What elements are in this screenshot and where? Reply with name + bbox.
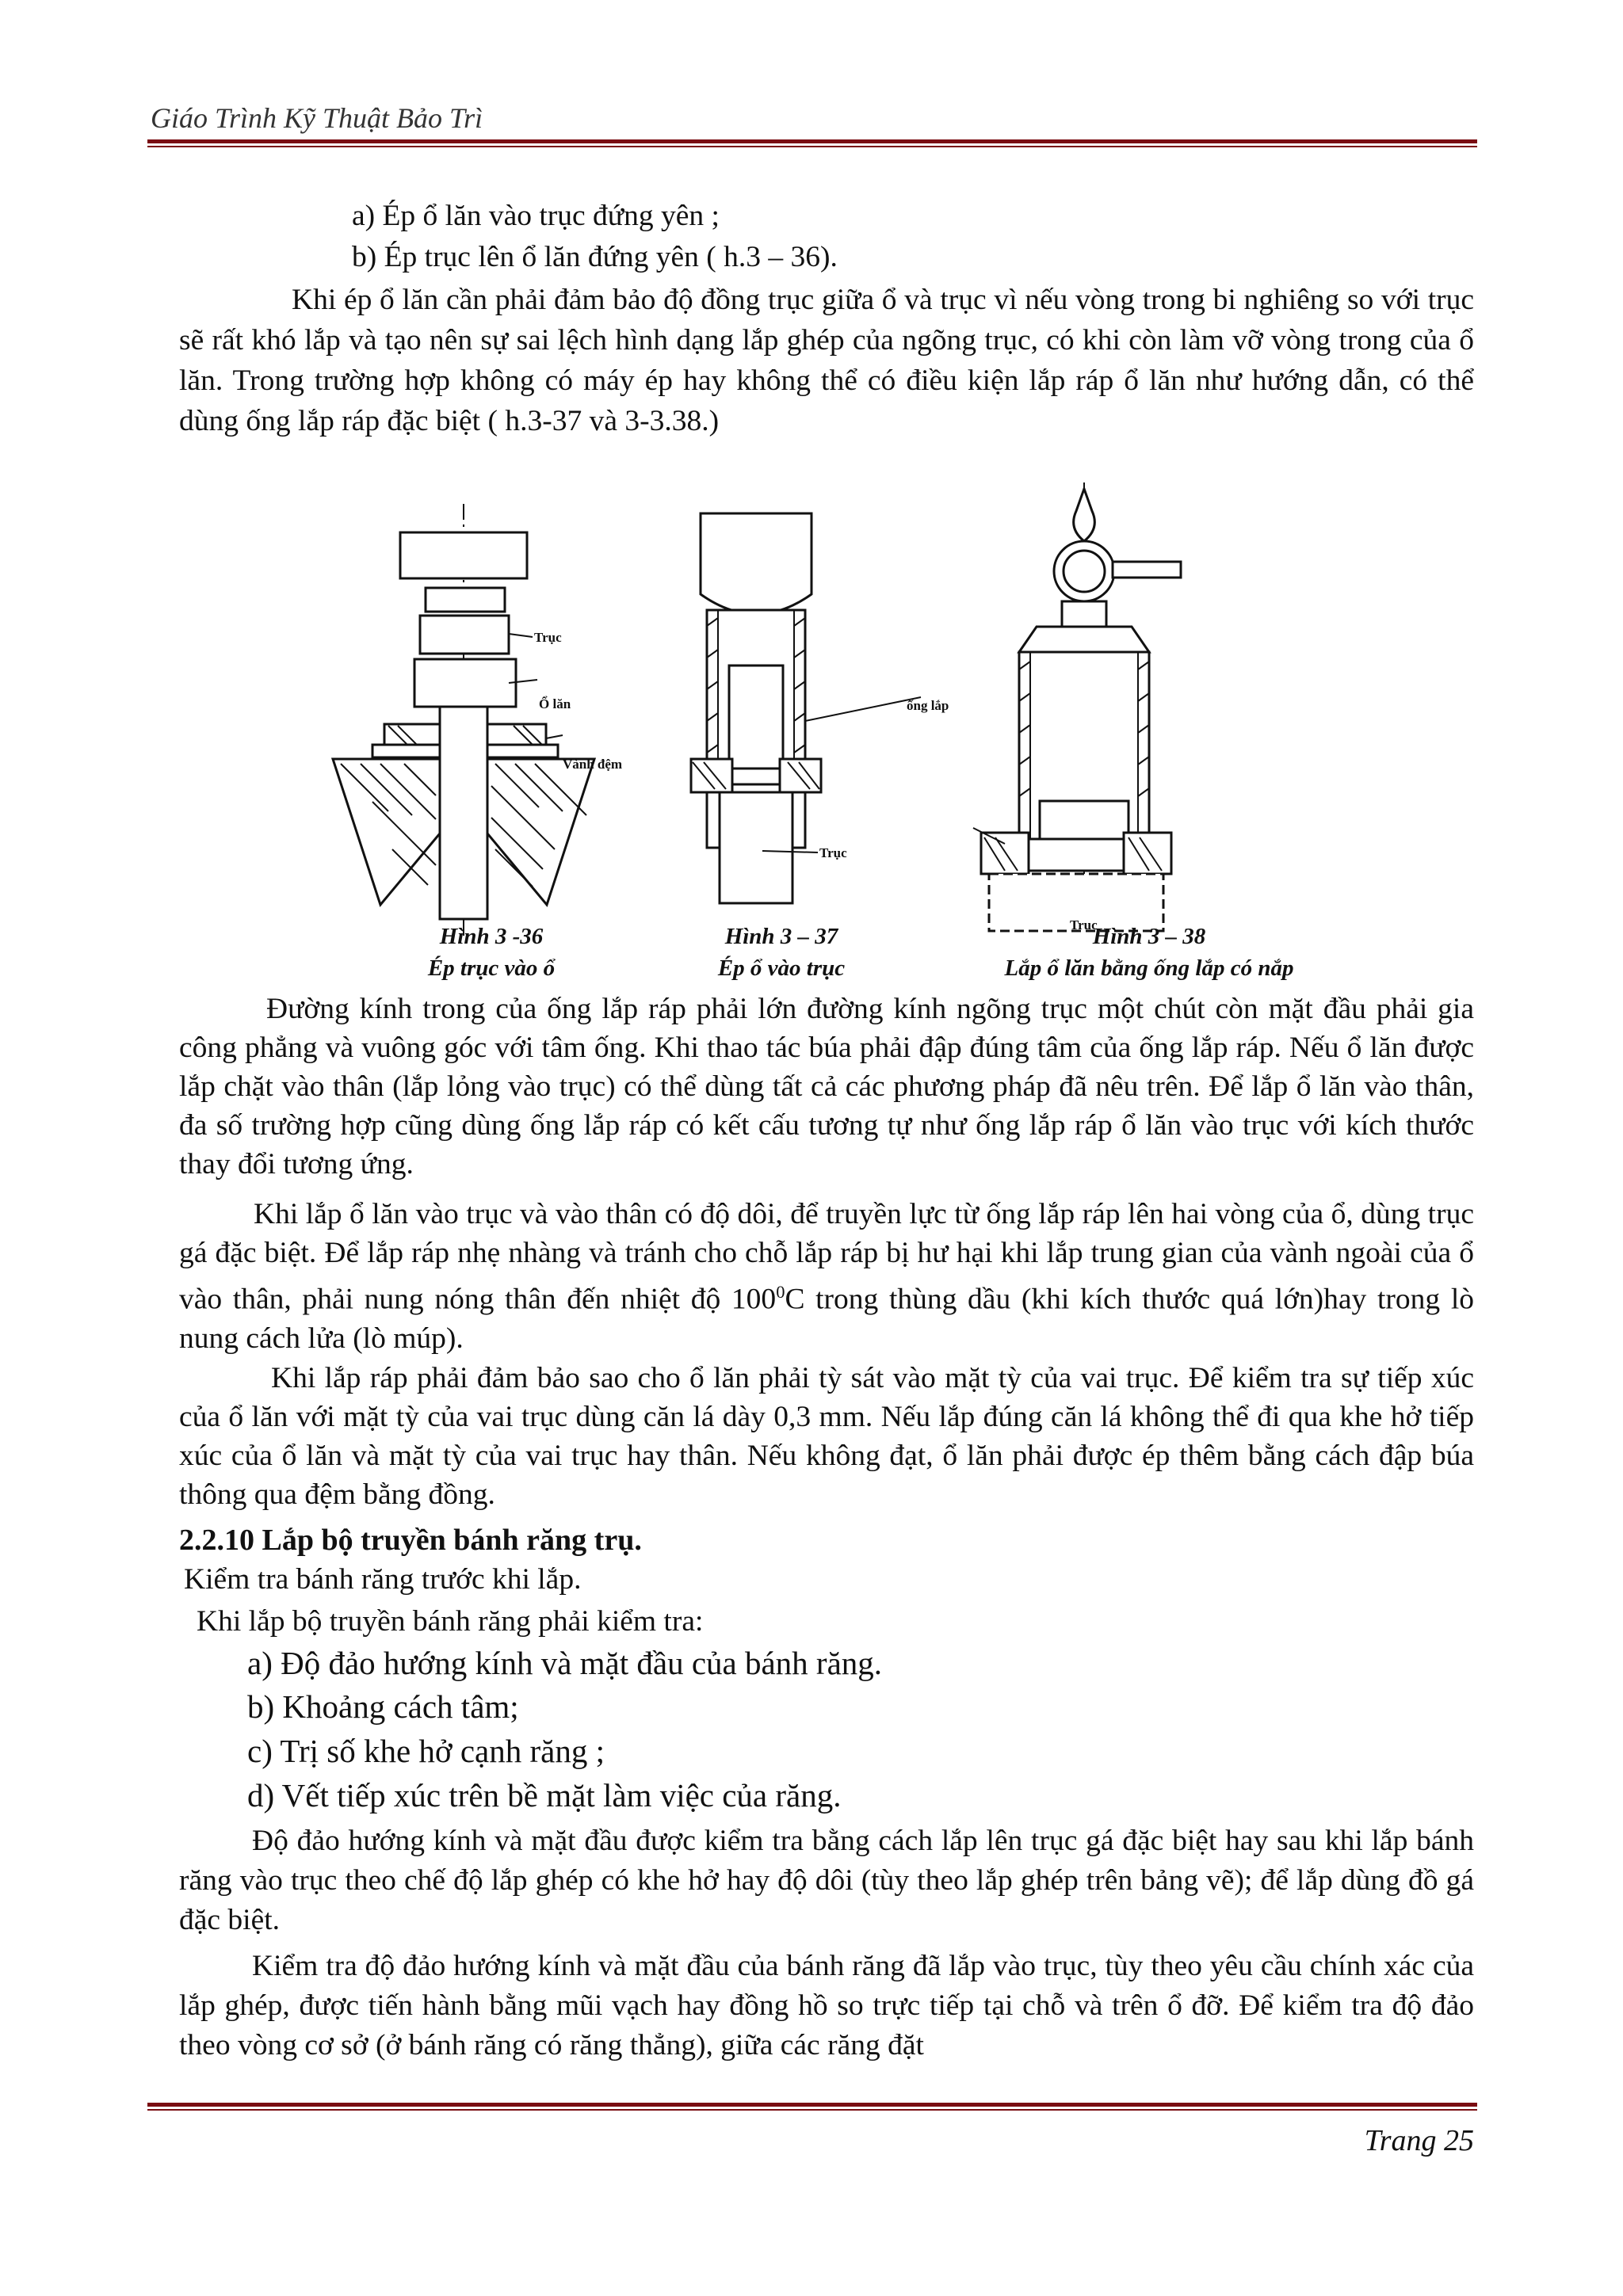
label-vanh-dem: Vành đệm [563, 757, 623, 772]
label-truc-2: Trục [819, 845, 847, 860]
label-truc-3: Trục [1070, 917, 1098, 933]
list-item-c: c) Trị số khe hở cạnh răng ; [247, 1733, 605, 1769]
intro-item-a: a) Ép ổ lăn vào trục đứng yên ; [352, 200, 720, 232]
caption-3-36-subtitle: Ép trục vào ổ [427, 955, 556, 981]
paragraph-5: Độ đảo hướng kính và mặt đầu được kiểm tra bằng cách lắp lên trục gá đặc biệt hay sau khi lắp bánh răng vào trục theo chế độ lắp ghép có khe hở hay độ dôi (tùy theo lắp ghép trên bảng vẽ); để lắp dùng đồ gá đặc biệt. [179, 1825, 1474, 1936]
caption-3-37-subtitle: Ép ổ vào trục [717, 955, 846, 981]
header-rule [147, 139, 1477, 143]
footer-rule [147, 2103, 1477, 2107]
figure-3-37-press-bearing-onto-shaft [683, 507, 949, 911]
list-item-d: d) Vết tiếp xúc trên bề mặt làm việc của răng. [247, 1777, 842, 1814]
paragraph-3-text-a: Khi lắp ổ lăn vào trục và vào thân có độ dôi, để truyền lực từ ống lắp ráp lên hai vòng của ổ, dùng trục gá đặc biệt. Để lắp ráp nhẹ nhàng và tránh cho chỗ lắp ráp bị hư hại khi lắp trung gian của vành ngoài của ổ vào thân, phải nung nóng thân đến nhiệt độ 100 [179, 1198, 1474, 1316]
figure-3-36-press-shaft-into-bearing [325, 501, 623, 941]
caption-3-37-title: Hình 3 – 37 [724, 924, 838, 949]
list-item-a: a) Độ đảo hướng kính và mặt đầu của bánh răng. [247, 1645, 883, 1681]
degree-superscript: 0 [776, 1282, 785, 1302]
check-line: Kiểm tra bánh răng trước khi lắp. [184, 1563, 582, 1596]
intro-item-b: b) Ép trục lên ổ lăn đứng yên ( h.3 – 36). [352, 241, 838, 273]
caption-3-38-subtitle: Lắp ổ lăn bằng ống lắp có nắp [1004, 955, 1294, 981]
caption-3-38-title: Hình 3 – 38 [1092, 924, 1206, 949]
caption-3-36-title: Hình 3 -36 [439, 924, 544, 949]
paragraph-3-text-b: C trong thùng dầu (khi kích thước quá lớn)hay trong lò nung cách lửa (lò múp). [179, 1283, 1474, 1355]
page-number: Trang 25 [1364, 2124, 1474, 2157]
paragraph-4: Khi lắp ráp phải đảm bảo sao cho ổ lăn phải tỳ sát vào mặt tỳ của vai trục. Để kiểm tra sự tiếp xúc của ổ lăn với mặt tỳ của vai trục dùng căn lá dày 0,3 mm. Nếu lắp đúng căn lá không thể đi qua khe hở tiếp xúc của ổ lăn và mặt tỳ của vai trục hay thân. Nếu không đạt, ổ lăn phải được ép thêm bằng cách đập búa thông qua đệm bằng đồng. [179, 1362, 1474, 1511]
figure-3-38-bearing-with-capped-sleeve [973, 479, 1179, 931]
paragraph-2: Đường kính trong của ống lắp ráp phải lớn đường kính ngõng trục một chút còn mặt đầu phải gia công phẳng và vuông góc với tâm ống. Khi thao tác búa phải đập đúng tâm của ống lắp ráp. Nếu ổ lăn được lắp chặt vào thân (lắp lỏng vào trục) có thể dùng tất cả các phương pháp đã nêu trên. Để lắp ổ lăn vào thân, đa số trường hợp cũng dùng ống lắp ráp có kết cấu tương tự như ống lắp ráp ổ lăn vào trục với kích thước thay đổi tương ứng. [179, 993, 1474, 1180]
list-item-b: b) Khoảng cách tâm; [247, 1688, 519, 1725]
label-o-lan: Ổ lăn [539, 696, 571, 711]
check-intro: Khi lắp bộ truyền bánh răng phải kiểm tra: [197, 1605, 704, 1638]
paragraph-6: Kiểm tra độ đảo hướng kính và mặt đầu của bánh răng đã lắp vào trục, tùy theo yêu cầu chính xác của lắp ghép, được tiến hành bằng mũi vạch hay đồng hồ so trực tiếp tại chỗ và trên ổ đỡ. Để kiểm tra độ đảo theo vòng cơ sở (ở bánh răng có răng thẳng), giữa các răng đặt [179, 1950, 1474, 2061]
section-heading: 2.2.10 Lắp bộ truyền bánh răng trụ. [179, 1524, 642, 1557]
paragraph-3 [179, 1195, 1474, 1358]
label-truc: Trục [534, 630, 562, 645]
label-ong-lap: ống lắp [907, 698, 949, 713]
paragraph-1: Khi ép ổ lăn cần phải đảm bảo độ đồng trục giữa ổ và trục vì nếu vòng trong bi nghiêng so với trục sẽ rất khó lắp và tạo nên sự sai lệch hình dạng lắp ghép của ngõng trục, có khi còn làm vỡ vòng trong của ổ lăn. Trong trường hợp không có máy ép hay không thể có điều kiện lắp ráp ổ lăn như hướng dẫn, có thể dùng ống lắp ráp đặc biệt ( h.3-37 và 3-3.38.) [179, 284, 1474, 437]
footer-rule-thin [147, 2109, 1477, 2111]
header-title: Giáo Trình Kỹ Thuật Bảo Trì [151, 102, 483, 134]
header-rule-thin [147, 146, 1477, 147]
